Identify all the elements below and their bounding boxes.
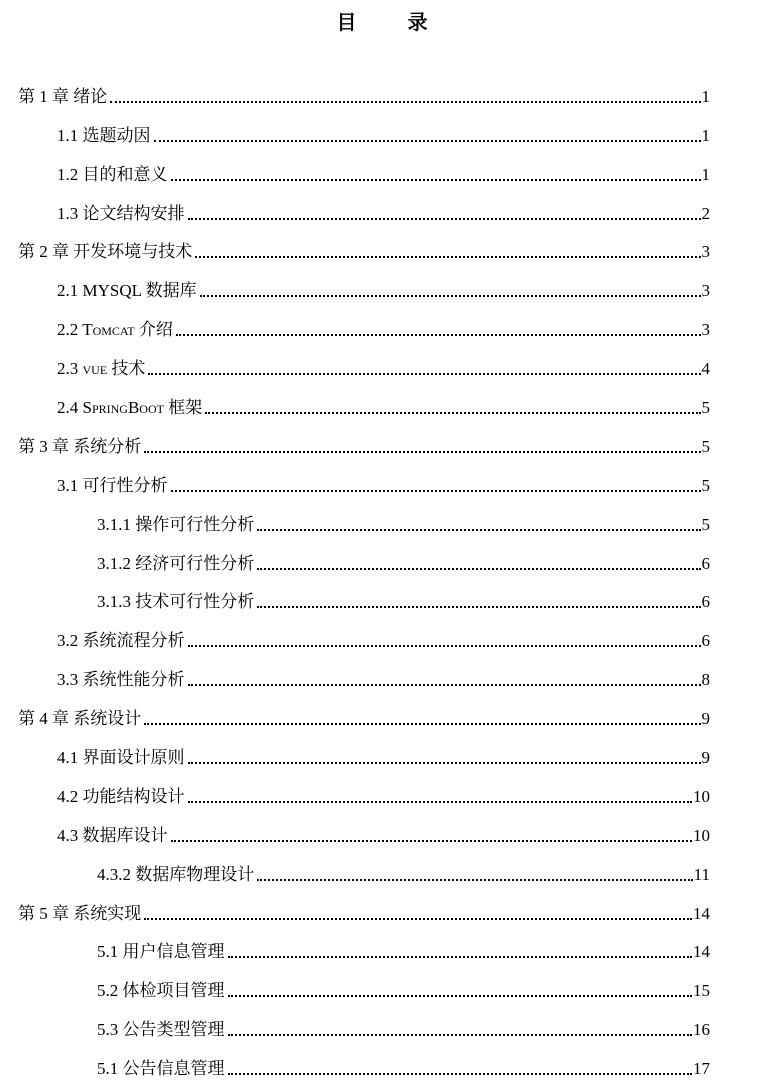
toc-page-number: 10 [693,825,710,845]
toc-page-number: 8 [701,670,710,690]
toc-list [0,74,764,1085]
toc-page-number: 9 [701,709,710,729]
toc-entry[interactable] [0,502,764,541]
toc-entry-text: 2.3 vue 技术 [57,359,146,379]
toc-entry-text: 3.3 系统性能分析 [57,670,185,690]
toc-dot-leader [257,568,700,570]
toc-title: 目 录 [336,10,450,34]
toc-dot-leader [228,1073,693,1075]
toc-page-number: 1 [701,164,710,184]
toc-entry[interactable] [0,113,764,152]
toc-entry-text: 3.1.1 操作可行性分析 [97,514,255,534]
toc-entry-text: 第 4 章 系统设计 [18,709,142,729]
toc-page-number: 5 [701,436,710,456]
toc-entry-text: 第 2 章 开发环境与技术 [18,242,193,262]
toc-entry[interactable] [0,307,764,346]
toc-entry[interactable] [0,1007,764,1046]
toc-dot-leader [200,295,701,297]
toc-entry[interactable] [0,968,764,1007]
toc-entry[interactable] [0,696,764,735]
toc-entry[interactable] [0,385,764,424]
toc-page-number: 14 [693,942,710,962]
toc-entry[interactable] [0,618,764,657]
toc-page-number: 11 [693,864,710,884]
toc-entry-text: 1.1 选题动因 [57,125,151,145]
toc-page-number: 6 [701,592,710,612]
toc-dot-leader [144,723,700,725]
toc-dot-leader [171,179,701,181]
toc-entry[interactable] [0,268,764,307]
toc-entry[interactable] [0,930,764,969]
toc-page-number: 17 [693,1059,710,1079]
toc-entry-text: 4.3.2 数据库物理设计 [97,864,255,884]
toc-entry-text: 3.1.2 经济可行性分析 [97,553,255,573]
toc-entry-text: 4.3 数据库设计 [57,825,168,845]
toc-dot-leader [148,373,700,375]
toc-dot-leader [228,995,693,997]
toc-dot-leader [257,606,700,608]
toc-dot-leader [195,256,700,258]
toc-page-number: 15 [693,981,710,1001]
toc-page-number: 10 [693,786,710,806]
toc-entry-text: 第 5 章 系统实现 [18,903,142,923]
toc-page-number: 3 [701,320,710,340]
toc-entry[interactable] [0,152,764,191]
toc-dot-leader [228,956,693,958]
toc-entry-text: 5.3 公告类型管理 [97,1020,225,1040]
toc-page-number: 6 [701,553,710,573]
toc-entry-text: 4.1 界面设计原则 [57,748,185,768]
toc-entry[interactable] [0,1046,764,1085]
toc-dot-leader [154,140,701,142]
toc-dot-leader [110,101,700,103]
toc-entry-text: 5.1 用户信息管理 [97,942,225,962]
toc-entry[interactable] [0,346,764,385]
toc-entry[interactable] [0,541,764,580]
toc-page-number: 14 [693,903,710,923]
toc-page-number: 1 [701,125,710,145]
toc-entry[interactable] [0,463,764,502]
toc-entry-text: 第 3 章 系统分析 [18,436,142,456]
toc-entry[interactable] [0,891,764,930]
toc-entry-text: 5.1 公告信息管理 [97,1059,225,1079]
toc-dot-leader [171,490,701,492]
toc-entry[interactable] [0,774,764,813]
toc-dot-leader [188,645,701,647]
toc-page-number: 3 [701,242,710,262]
toc-entry-text: 1.3 论文结构安排 [57,203,185,223]
toc-page-number: 3 [701,281,710,301]
toc-page-number: 5 [701,514,710,534]
toc-entry[interactable] [0,191,764,230]
toc-dot-leader [188,762,701,764]
toc-entry-text: 2.1 MYSQL 数据库 [57,281,197,301]
toc-entry-text: 2.4 SpringBoot 框架 [57,398,203,418]
toc-entry[interactable] [0,74,764,113]
toc-page-number: 5 [701,398,710,418]
toc-dot-leader [176,334,701,336]
toc-page-number: 5 [701,475,710,495]
toc-page-number: 2 [701,203,710,223]
toc-entry[interactable] [0,657,764,696]
toc-entry-text: 3.1 可行性分析 [57,475,168,495]
toc-entry[interactable] [0,813,764,852]
toc-page-number: 4 [701,359,710,379]
toc-entry-text: 1.2 目的和意义 [57,164,168,184]
toc-dot-leader [171,840,693,842]
toc-page-number: 1 [701,86,710,106]
toc-page-number: 16 [693,1020,710,1040]
toc-entry-text: 4.2 功能结构设计 [57,786,185,806]
toc-dot-leader [144,918,692,920]
toc-entry[interactable] [0,735,764,774]
toc-entry[interactable] [0,580,764,619]
toc-entry-text: 3.1.3 技术可行性分析 [97,592,255,612]
toc-dot-leader [257,529,700,531]
toc-page-number: 6 [701,631,710,651]
toc-entry[interactable] [0,230,764,269]
toc-dot-leader [228,1034,693,1036]
toc-entry-text: 5.2 体检项目管理 [97,981,225,1001]
toc-entry-text: 3.2 系统流程分析 [57,631,185,651]
toc-dot-leader [188,801,693,803]
toc-dot-leader [144,451,700,453]
toc-dot-leader [205,412,700,414]
toc-entry-text: 2.2 Tomcat 介绍 [57,320,173,340]
toc-entry-text: 第 1 章 绪论 [18,86,108,106]
toc-dot-leader [188,684,701,686]
toc-entry[interactable] [0,424,764,463]
toc-page-number: 9 [701,748,710,768]
toc-dot-leader [257,879,692,881]
toc-dot-leader [188,218,701,220]
toc-entry[interactable] [0,852,764,891]
